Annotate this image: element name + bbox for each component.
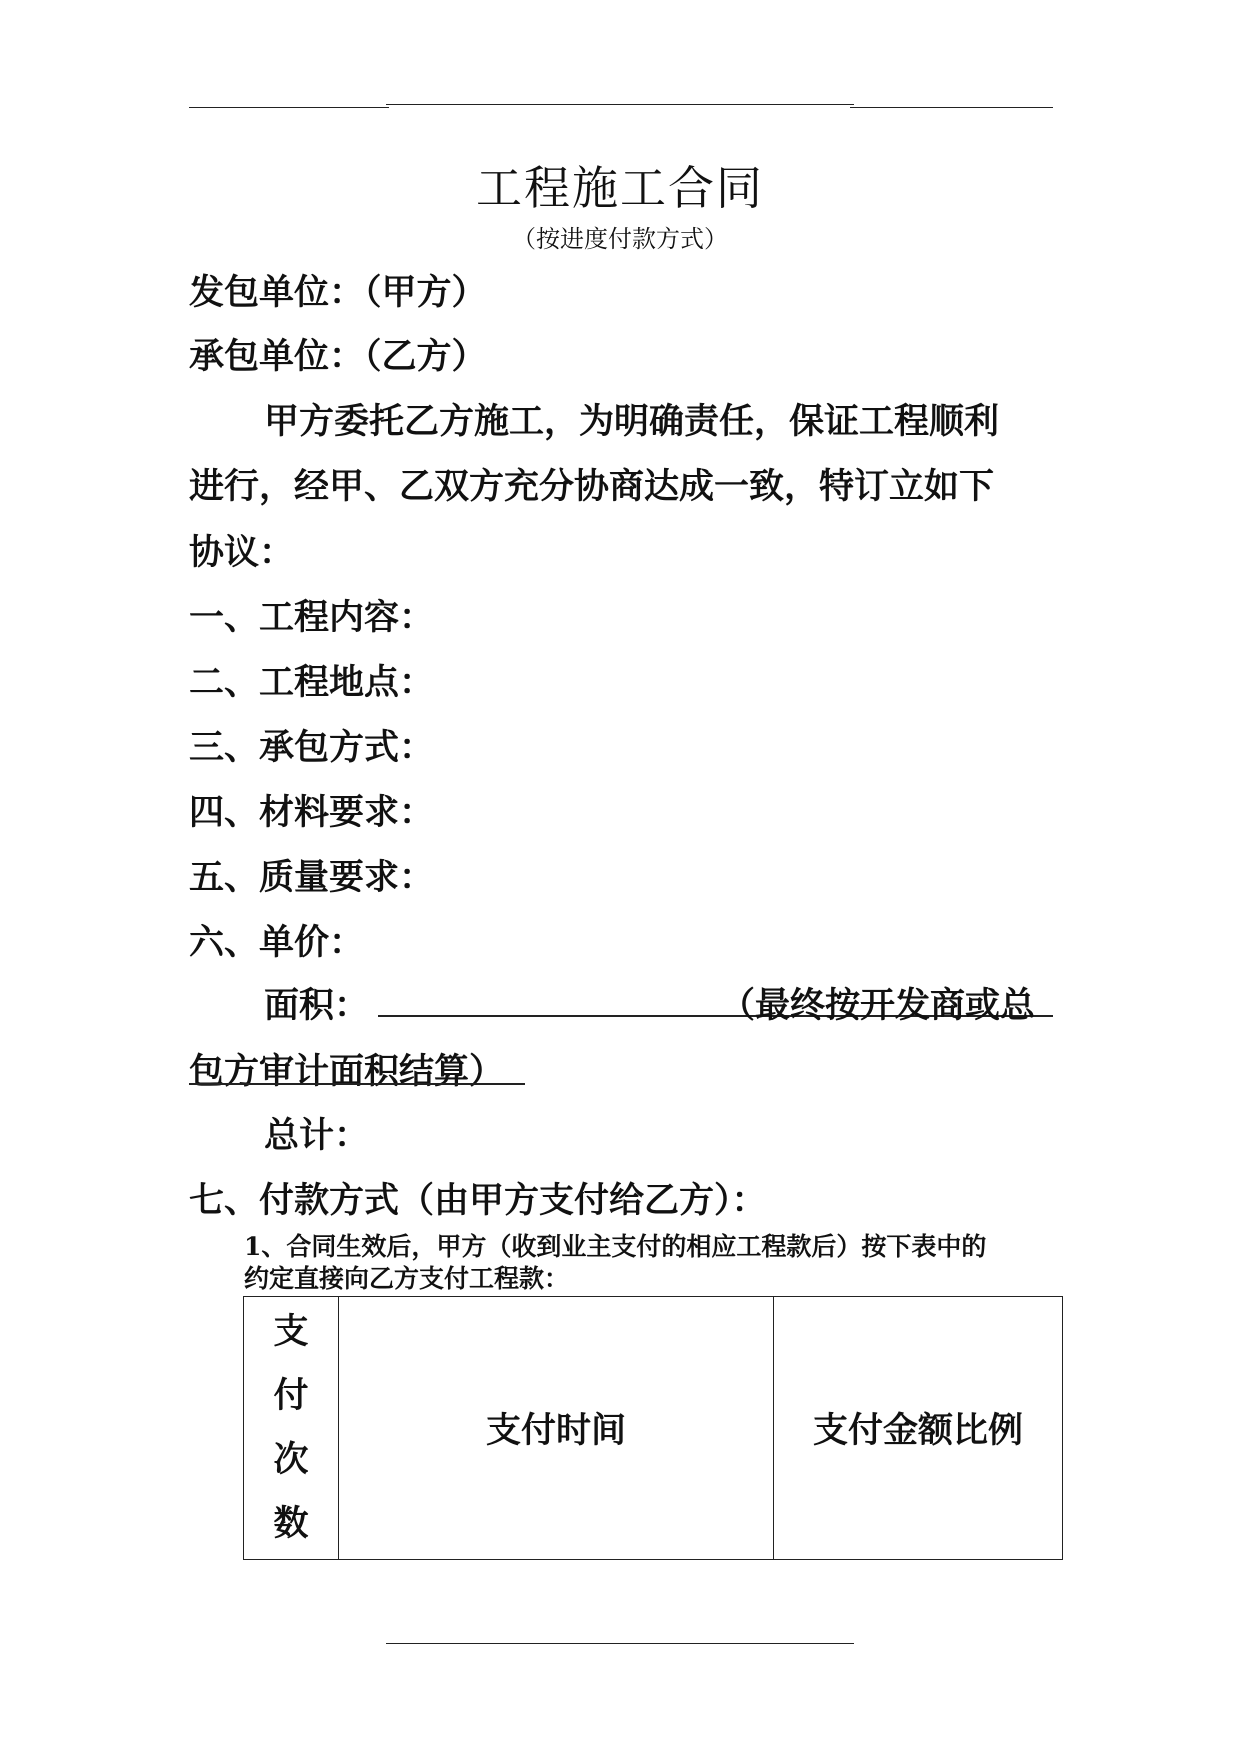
area-note-part2: 包方审计面积结算） (189, 1051, 505, 1092)
contractor-line: 承包单位：（乙方） (189, 336, 487, 377)
footer-rule (386, 1643, 854, 1644)
area-note-underline (189, 1083, 525, 1085)
payment-count-char: 支 (273, 1311, 309, 1352)
payment-time-header: 支付时间 (339, 1297, 774, 1560)
section-content: 一、工程内容： (189, 597, 435, 638)
payment-count-char: 次 (273, 1439, 309, 1480)
intro-line-1: 甲方委托乙方施工，为明确责任，保证工程顺利 (264, 401, 1000, 442)
payment-heading: 七、付款方式（由甲方支付给乙方）： (189, 1180, 767, 1221)
payment-ratio-header: 支付金额比例 (774, 1297, 1063, 1560)
table-row (244, 1297, 1063, 1560)
contract-title: 工程施工合同 (476, 161, 764, 215)
payment-count-char: 付 (273, 1375, 309, 1416)
total-label: 总计： (264, 1115, 370, 1156)
area-note-part1: （最终按开发商或总 (720, 985, 1036, 1026)
area-label: 面积： (264, 985, 370, 1026)
payment-table (243, 1296, 1063, 1560)
header-rule-left (189, 107, 389, 108)
intro-line-3: 协议： (189, 532, 295, 573)
contract-subtitle: （按进度付款方式） (512, 225, 728, 253)
section-unit-price: 六、单价： (189, 922, 365, 963)
employer-line: 发包单位：（甲方） (189, 272, 487, 313)
payment-count-char: 数 (273, 1503, 309, 1544)
section-material: 四、材料要求： (189, 792, 435, 833)
section-location: 二、工程地点： (189, 662, 435, 703)
section-contract-mode: 三、承包方式： (189, 727, 435, 768)
intro-line-2: 进行，经甲、乙双方充分协商达成一致，特订立如下 (189, 466, 995, 507)
payment-note-line-1: 1、合同生效后，甲方（收到业主支付的相应工程款后）按下表中的 (244, 1232, 987, 1261)
header-rule-right (850, 107, 1053, 108)
section-quality: 五、质量要求： (189, 857, 435, 898)
payment-count-header (244, 1297, 339, 1560)
header-rule-center (386, 104, 854, 105)
payment-note-line-2: 约定直接向乙方支付工程款： (244, 1264, 570, 1293)
